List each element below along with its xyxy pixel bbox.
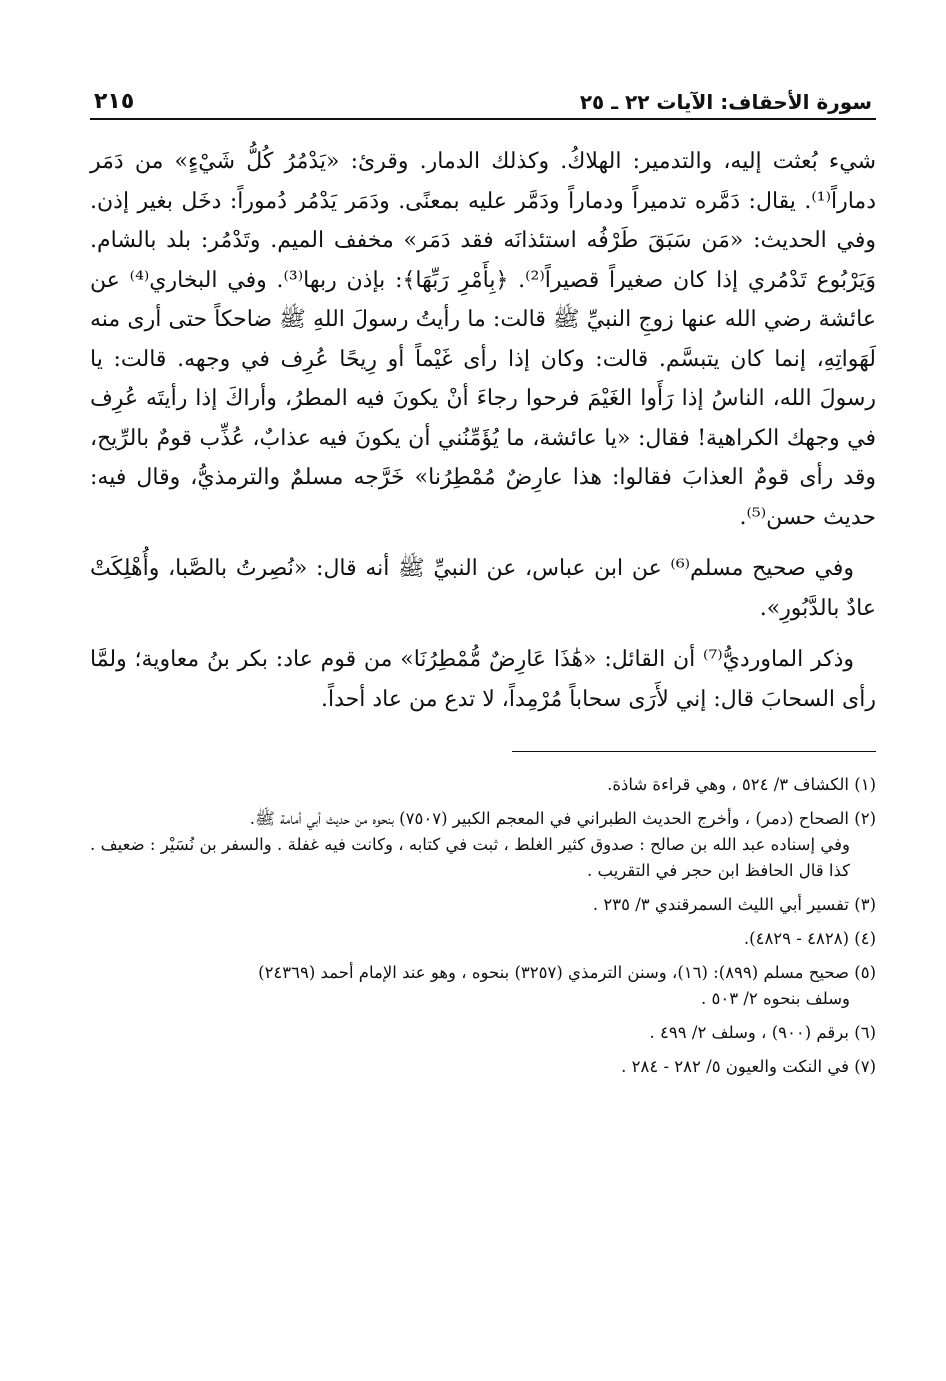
surah-title: سورة الأحقاف: الآيات ٢٢ ـ ٢٥: [579, 90, 872, 114]
footnote: (٢) الصحاح (دمر) ، وأخرج الحديث الطبراني في المعجم الكبير (٧٥٠٧) بنحوه من حديث أبي أمامة ﷺ.: [249, 809, 876, 828]
paragraph: وذكر الماورديُّ⁽⁷⁾ أن القائل: «هَٰذَا عَارِضٌ مُّمْطِرُنَا» من قوم عاد: بكر بنُ معاوية؛ ولمَّا رأى السحابَ قال: إني لأَرَى سحاباً مُرْمِداً، لا تدع من عاد أحداً.: [90, 647, 876, 712]
page-number: ٢١٥: [94, 89, 135, 114]
paragraph: وفي صحيح مسلم⁽⁶⁾ عن ابن عباس، عن النبيِّ ﷺ أنه قال: «نُصِرتُ بالصَّبا، وأُهْلِكَتْ عادٌ بالدَّبُورِ».: [90, 556, 876, 621]
footnote: (٦) برقم (٩٠٠) ، وسلف ٢/ ٤٩٩ .: [649, 1023, 876, 1042]
footnote: (٧) في النكت والعيون ٥/ ٢٨٢ - ٢٨٤ .: [621, 1057, 876, 1076]
footnote: (٥) صحيح مسلم (٨٩٩): (١٦)، وسنن الترمذي (٣٢٥٧) بنحوه ، وهو عند الإمام أحمد (٢٤٣٦٩): [258, 963, 876, 982]
footnote-continuation: وفي إسناده عبد الله بن صالح : صدوق كثير الغلط ، ثبت في كتابه ، وكانت فيه غفلة . والسفر بن نُسَيْر : ضعيف . كذا قال الحافظ ابن حجر في التقريب .: [90, 835, 850, 880]
footnotes: [90, 772, 876, 1080]
footnote: (٤) (٤٨٢٨ - ٤٨٢٩).: [743, 929, 876, 948]
main-text: [90, 142, 876, 719]
footnote-separator: [512, 751, 876, 752]
footnote: (١) الكشاف ٣/ ٥٢٤ ، وهي قراءة شاذة.: [607, 775, 876, 794]
running-header: [90, 70, 876, 120]
footnote-continuation: وسلف بنحوه ٢/ ٥٠٣ .: [701, 989, 850, 1008]
book-page: [90, 70, 876, 1360]
footnote: (٣) تفسير أبي الليث السمرقندي ٣/ ٢٣٥ .: [592, 895, 876, 914]
paragraph: شيء بُعثت إليه، والتدمير: الهلاكُ. وكذلك الدمار. وقرئ: «يَدْمُرُ كُلُّ شَيْءٍ» من دَمَر دماراً⁽¹⁾. يقال: دَمَّره تدميراً ودماراً ودَمَّر عليه بمعنًى. ودَمَر يَدْمُر دُموراً: دخَل بغير إذن. وفي الحديث: «مَن سَبَقَ طَرْفُه استئذانَه فقد دَمَر» مخفف الميم. وتَدْمُر: بلد بالشام. وَيَرْبُوع تَدْمُري إذا كان صغيراً قصيراً⁽²⁾. ﴿بِأَمْرِ رَبِّهَا﴾: بإذن ربها⁽³⁾. وفي البخاري⁽⁴⁾ عن عائشة رضي الله عنها زوجِ النبيِّ ﷺ قالت: ما رأيتُ رسولَ اللهِ ﷺ ضاحكاً حتى أرى منه لَهَواتِهِ، إنما كان يتبسَّم. قالت: وكان إذا رأى غَيْماً أو رِيحًا عُرِف في وجهه. قالت: يا رسولَ الله، الناسُ إذا رَأَوا الغَيْمَ فرحوا رجاءَ أنْ يكونَ فيه المطرُ، وأراكَ إذا رأيتَه عُرِف في وجهك الكراهية! فقال: «يا عائشة، ما يُؤَمِّنُني أن يكونَ فيه عذابٌ، عُذِّب قومٌ بالرِّيح، وقد رأى قومٌ العذابَ فقالوا: هذا عارِضٌ مُمْطِرُنا» خَرَّجه مسلمٌ والترمذيُّ، وقال فيه: حديث حسن⁽⁵⁾.: [90, 149, 876, 530]
footnote-separator-wrap: [90, 731, 876, 772]
